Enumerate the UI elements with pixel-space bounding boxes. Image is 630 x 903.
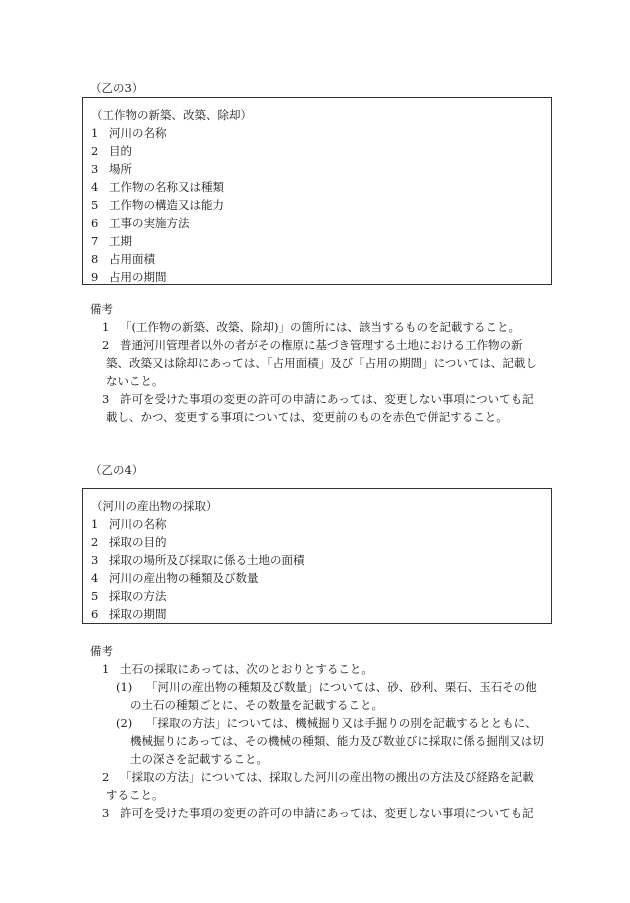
- item-number: 2: [91, 535, 99, 549]
- item-label: 採取の期間: [109, 607, 167, 621]
- note-item: 3 許可を受けた事項の変更の許可の申請にあっては、変更しない事項についても記: [102, 392, 534, 406]
- list-item: [91, 605, 305, 623]
- note-continuation: 載し、かつ、変更する事項については、変更前のものを赤色で併記すること。: [106, 410, 508, 424]
- notes-title: 備考: [90, 644, 113, 658]
- box-title: （河川の産出物の採取）: [91, 499, 218, 513]
- list-item: [91, 160, 252, 178]
- item-number: 4: [91, 571, 99, 585]
- notes-title: 備考: [90, 302, 113, 316]
- item-number: 3: [91, 553, 99, 567]
- item-label: 河川の産出物の種類及び数量: [109, 571, 259, 585]
- list-item: [91, 196, 252, 214]
- item-number: 5: [91, 198, 99, 212]
- note-item: 2 「採取の方法」については、採取した河川の産出物の搬出の方法及び経路を記載: [102, 770, 534, 784]
- sub-note-item: (1) 「河川の産出物の種類及び数量」については、砂、砂利、栗石、玉石その他: [116, 680, 537, 694]
- list-item: [91, 250, 252, 268]
- item-number: 9: [91, 270, 99, 284]
- section-tag-4: （乙の4）: [90, 463, 144, 477]
- item-label: 工作物の構造又は能力: [109, 198, 224, 212]
- sub-note-item: (2) 「採取の方法」については、機械掘り又は手掘りの別を記載するとともに、: [116, 716, 537, 730]
- note-item: 1 土石の採取にあっては、次のとおりとすること。: [102, 662, 373, 676]
- item-label: 工作物の名称又は種類: [109, 180, 224, 194]
- notes-4: [90, 642, 560, 822]
- note-item: 2 普通河川管理者以外の者がその権原に基づき管理する土地における工作物の新: [102, 338, 523, 352]
- note-continuation: ないこと。: [106, 374, 164, 388]
- notes-3: [90, 300, 560, 426]
- list-item: [91, 232, 252, 250]
- item-label: 採取の方法: [109, 589, 167, 603]
- list-item: [91, 178, 252, 196]
- item-label: 河川の名称: [109, 517, 167, 531]
- item-number: 5: [91, 589, 99, 603]
- list-item: [91, 533, 305, 551]
- note-continuation: すること。: [106, 788, 164, 802]
- item-label: 工事の実施方法: [109, 216, 190, 230]
- box-title: （工作物の新築、改築、除却）: [91, 108, 252, 122]
- item-number: 3: [91, 162, 99, 176]
- note-item: 1 「(工作物の新築、改築、除却)」の箇所には、該当するものを記載すること。: [102, 320, 520, 334]
- note-item: 3 許可を受けた事項の変更の許可の申請にあっては、変更しない事項についても記: [102, 806, 534, 820]
- item-number: 6: [91, 607, 99, 621]
- item-number: 7: [91, 234, 99, 248]
- section-box-3: [82, 97, 552, 285]
- list-item: [91, 142, 252, 160]
- note-continuation: 土の深さを記載すること。: [130, 752, 268, 766]
- list-item: [91, 214, 252, 232]
- note-continuation: 築、改築又は除却にあっては、「占用面積」及び「占用の期間」については、記載し: [106, 356, 537, 370]
- item-label: 場所: [109, 162, 132, 176]
- item-label: 目的: [109, 144, 132, 158]
- list-item: [91, 569, 305, 587]
- note-continuation: 機械掘りにあっては、その機械の種類、能力及び数並びに採取に係る掘削又は切: [130, 734, 544, 748]
- item-label: 占用面積: [109, 252, 155, 266]
- item-label: 採取の目的: [109, 535, 167, 549]
- item-label: 河川の名称: [109, 126, 167, 140]
- list-item: [91, 124, 252, 142]
- item-number: 1: [91, 517, 99, 531]
- item-number: 1: [91, 126, 99, 140]
- list-item: [91, 268, 252, 286]
- list-item: [91, 515, 305, 533]
- note-continuation: の土石の種類ごとに、その数量を記載すること。: [130, 698, 383, 712]
- section-box-4: [82, 488, 552, 624]
- list-item: [91, 587, 305, 605]
- item-label: 採取の場所及び採取に係る土地の面積: [109, 553, 305, 567]
- list-item: [91, 551, 305, 569]
- item-number: 4: [91, 180, 99, 194]
- item-number: 8: [91, 252, 99, 266]
- section-tag-3: （乙の3）: [90, 81, 144, 95]
- item-number: 6: [91, 216, 99, 230]
- item-number: 2: [91, 144, 99, 158]
- item-label: 工期: [109, 234, 132, 248]
- item-label: 占用の期間: [109, 270, 167, 284]
